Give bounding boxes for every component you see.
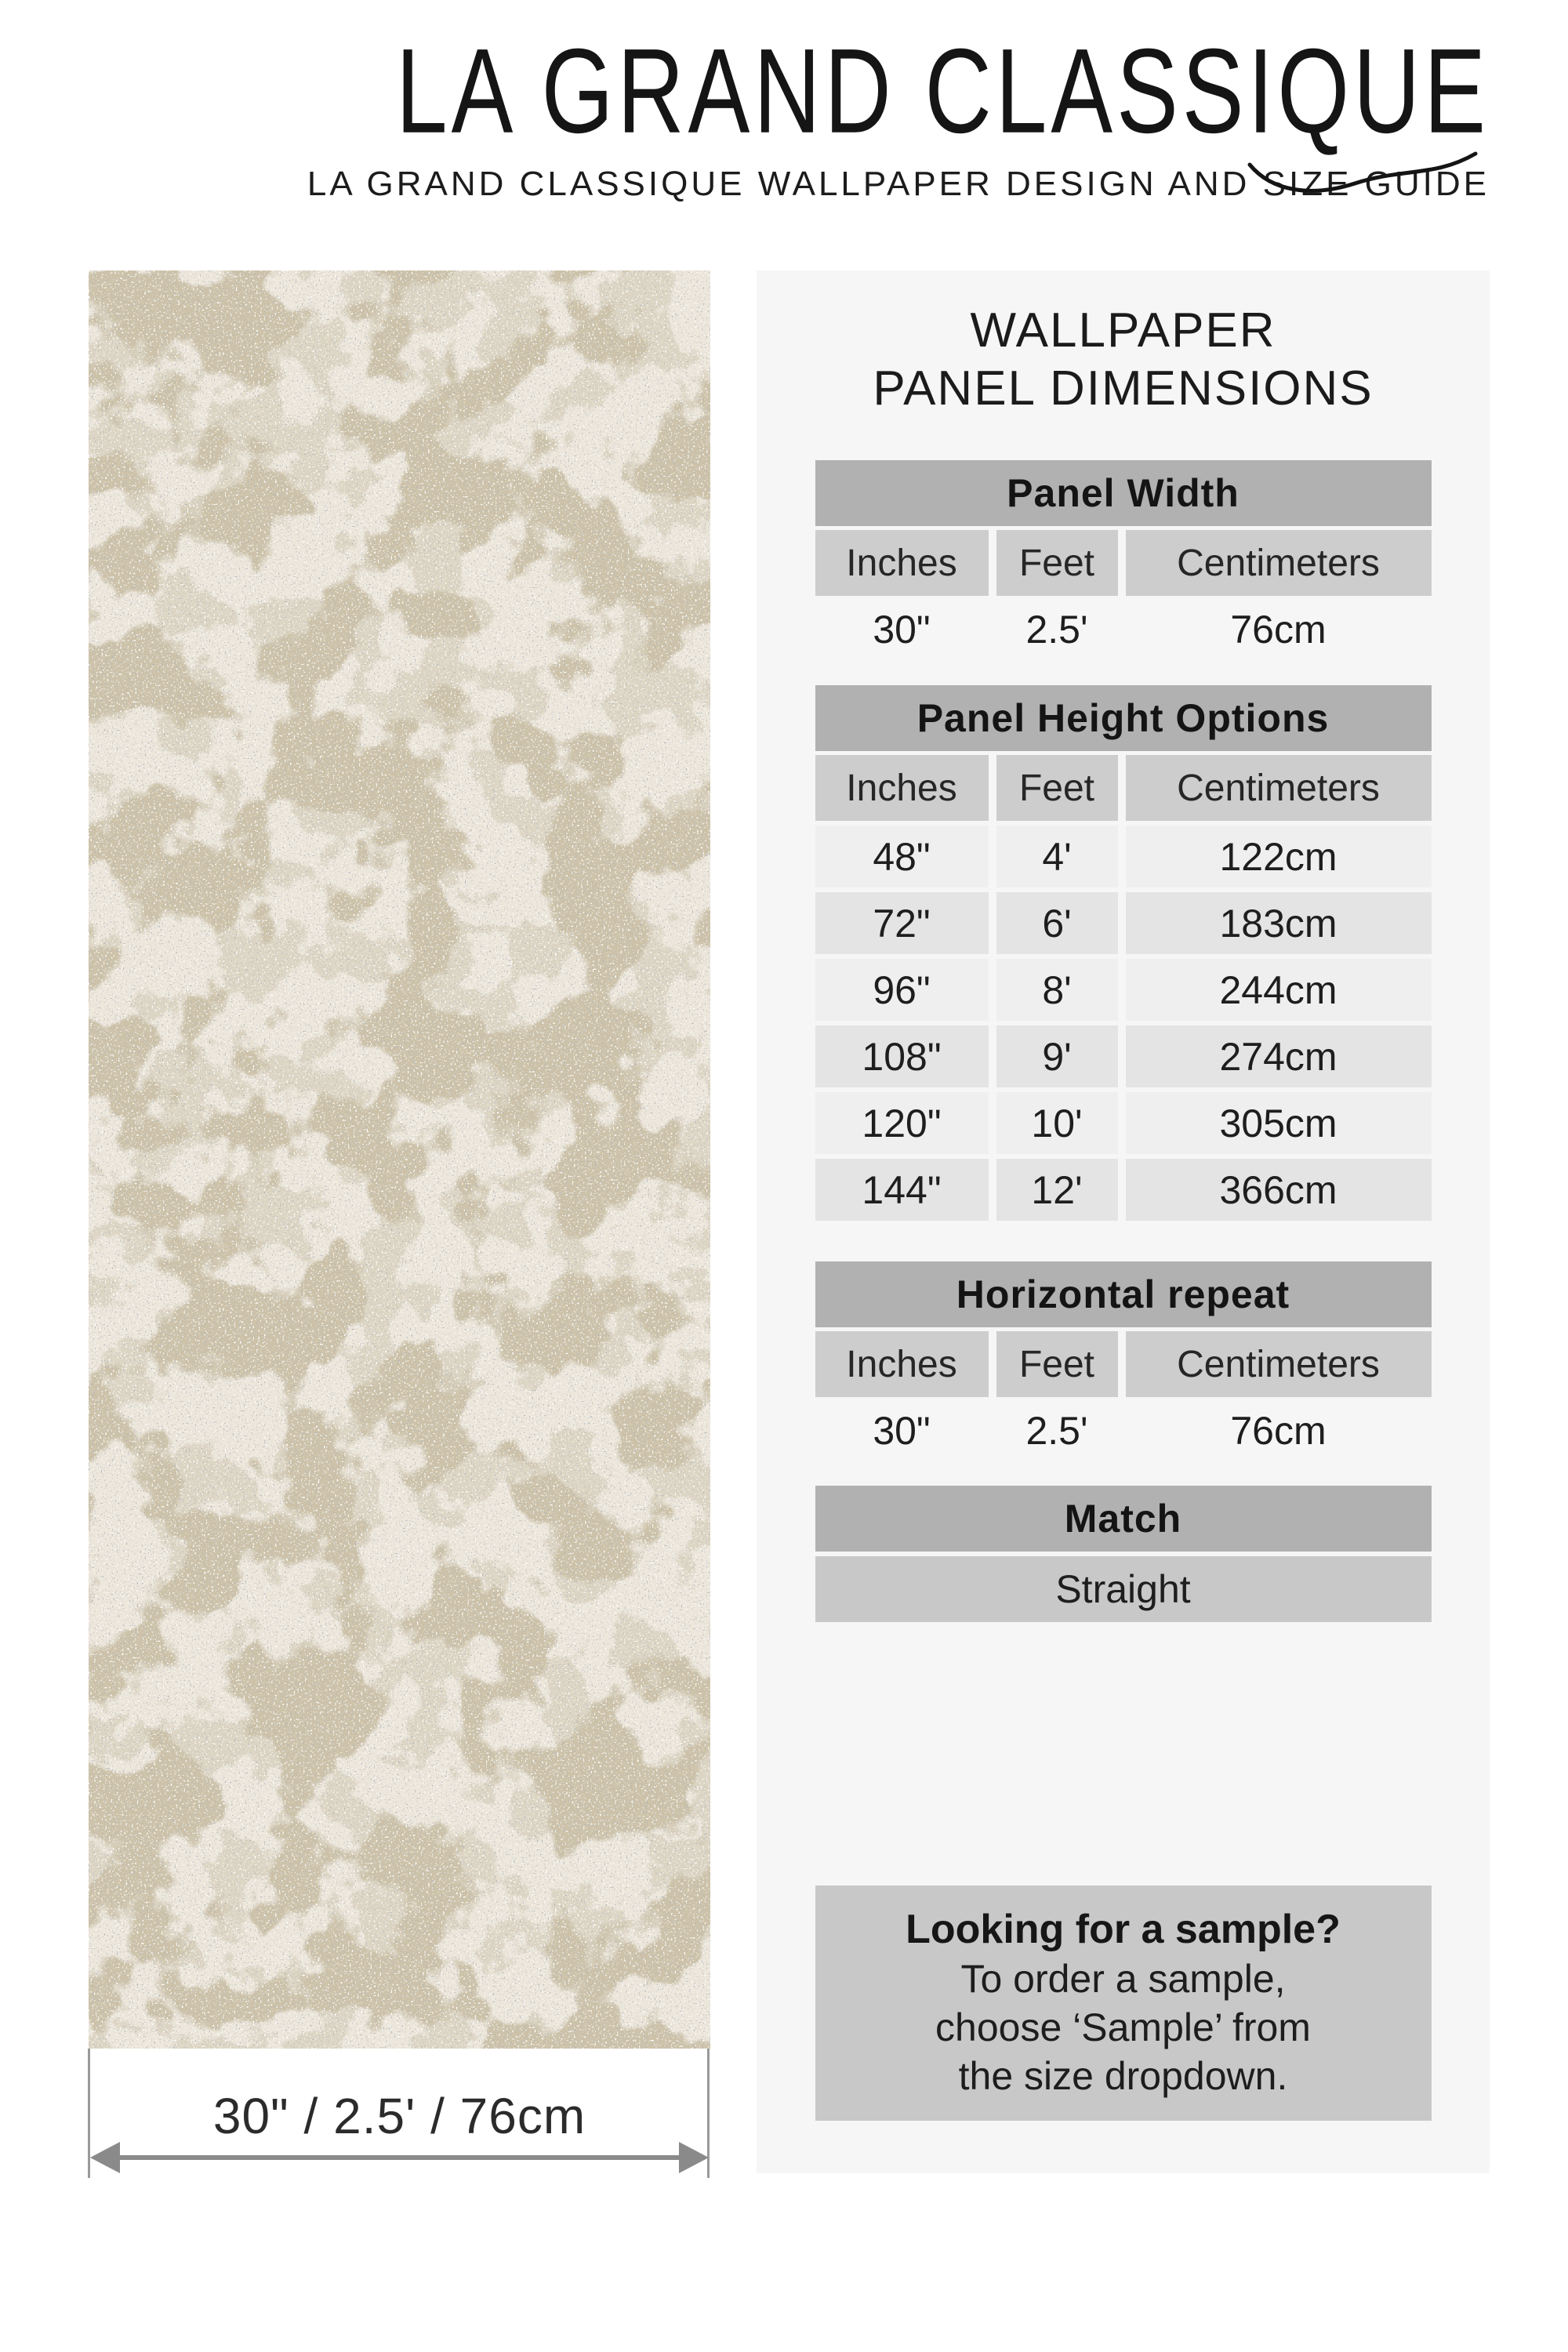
table-row [815, 959, 1432, 1021]
table-cell: 30" [873, 1409, 931, 1453]
table-row [815, 826, 1432, 887]
table-cell: 6' [996, 892, 1118, 954]
table-cell: 76cm [1230, 1409, 1327, 1453]
panel-height-table [815, 685, 1432, 1221]
match-value: Straight [815, 1556, 1432, 1622]
table-cell: 183cm [1126, 892, 1432, 954]
brand-title: LA GRAND CLASSIQUE [396, 24, 1490, 159]
panel-height-header: Panel Height Options [815, 685, 1432, 751]
column-header-centimeters: Centimeters [1126, 1331, 1432, 1397]
table-row [815, 1397, 1432, 1465]
width-dimension-label: 30" / 2.5' / 76cm [212, 2088, 586, 2144]
column-header-inches: Inches [815, 755, 989, 821]
sample-note-line: choose ‘Sample’ from [935, 2005, 1311, 2049]
arrow-shaft [112, 2155, 687, 2160]
table-cell: 2.5' [1025, 608, 1088, 652]
table-cell: 4' [996, 826, 1118, 887]
table-cell: 244cm [1126, 959, 1432, 1021]
column-header-feet: Feet [996, 755, 1118, 821]
horizontal-repeat-header: Horizontal repeat [815, 1261, 1432, 1327]
panel-width-columns [815, 530, 1432, 596]
table-cell: 10' [996, 1092, 1118, 1154]
match-table [815, 1486, 1432, 1622]
panel-width-table [815, 460, 1432, 663]
sample-note-title: Looking for a sample? [906, 1907, 1341, 1952]
table-cell: 8' [996, 959, 1118, 1021]
table-cell: 48" [815, 826, 989, 887]
table-cell: 12' [996, 1159, 1118, 1221]
table-cell: 108" [815, 1025, 989, 1087]
table-row [815, 1092, 1432, 1154]
table-cell: 76cm [1230, 608, 1327, 652]
table-cell: 122cm [1126, 826, 1432, 887]
dimensions-panel [757, 270, 1490, 2173]
panel-height-columns [815, 755, 1432, 821]
table-row [815, 892, 1432, 954]
title-q-swash-icon [1245, 149, 1480, 205]
table-cell: 30" [873, 608, 931, 652]
panel-heading [815, 302, 1432, 418]
panel-heading-line1: WALLPAPER [970, 303, 1276, 358]
panel-heading-line2: PANEL DIMENSIONS [873, 361, 1374, 416]
left-arrowhead-icon [90, 2142, 120, 2173]
column-header-centimeters: Centimeters [1126, 530, 1432, 596]
wallpaper-swatch [89, 270, 710, 2049]
column-header-feet: Feet [996, 530, 1118, 596]
column-header-inches: Inches [815, 530, 989, 596]
table-cell: 144" [815, 1159, 989, 1221]
wallpaper-texture [89, 270, 710, 2049]
panel-width-header: Panel Width [815, 460, 1432, 526]
brand-subtitle: LA GRAND CLASSIQUE WALLPAPER DESIGN AND SIZE GUIDE [307, 165, 1490, 203]
sample-note-line: To order a sample, [960, 1957, 1286, 2001]
table-cell: 96" [815, 959, 989, 1021]
table-cell: 366cm [1126, 1159, 1432, 1221]
table-cell: 72" [815, 892, 989, 954]
column-header-inches: Inches [815, 1331, 989, 1397]
sample-note-box [815, 1886, 1432, 2121]
table-cell: 274cm [1126, 1025, 1432, 1087]
sample-note-line: the size dropdown. [958, 2054, 1288, 2098]
match-header: Match [815, 1486, 1432, 1552]
column-header-feet: Feet [996, 1331, 1118, 1397]
width-arrow [89, 2134, 710, 2184]
right-arrowhead-icon [679, 2142, 709, 2173]
horizontal-repeat-columns [815, 1331, 1432, 1397]
table-cell: 120" [815, 1092, 989, 1154]
table-cell: 9' [996, 1025, 1118, 1087]
table-cell: 2.5' [1025, 1409, 1088, 1453]
column-header-centimeters: Centimeters [1126, 755, 1432, 821]
table-row [815, 596, 1432, 663]
table-row [815, 1025, 1432, 1087]
horizontal-repeat-table [815, 1261, 1432, 1465]
table-cell: 305cm [1126, 1092, 1432, 1154]
table-row [815, 1159, 1432, 1221]
